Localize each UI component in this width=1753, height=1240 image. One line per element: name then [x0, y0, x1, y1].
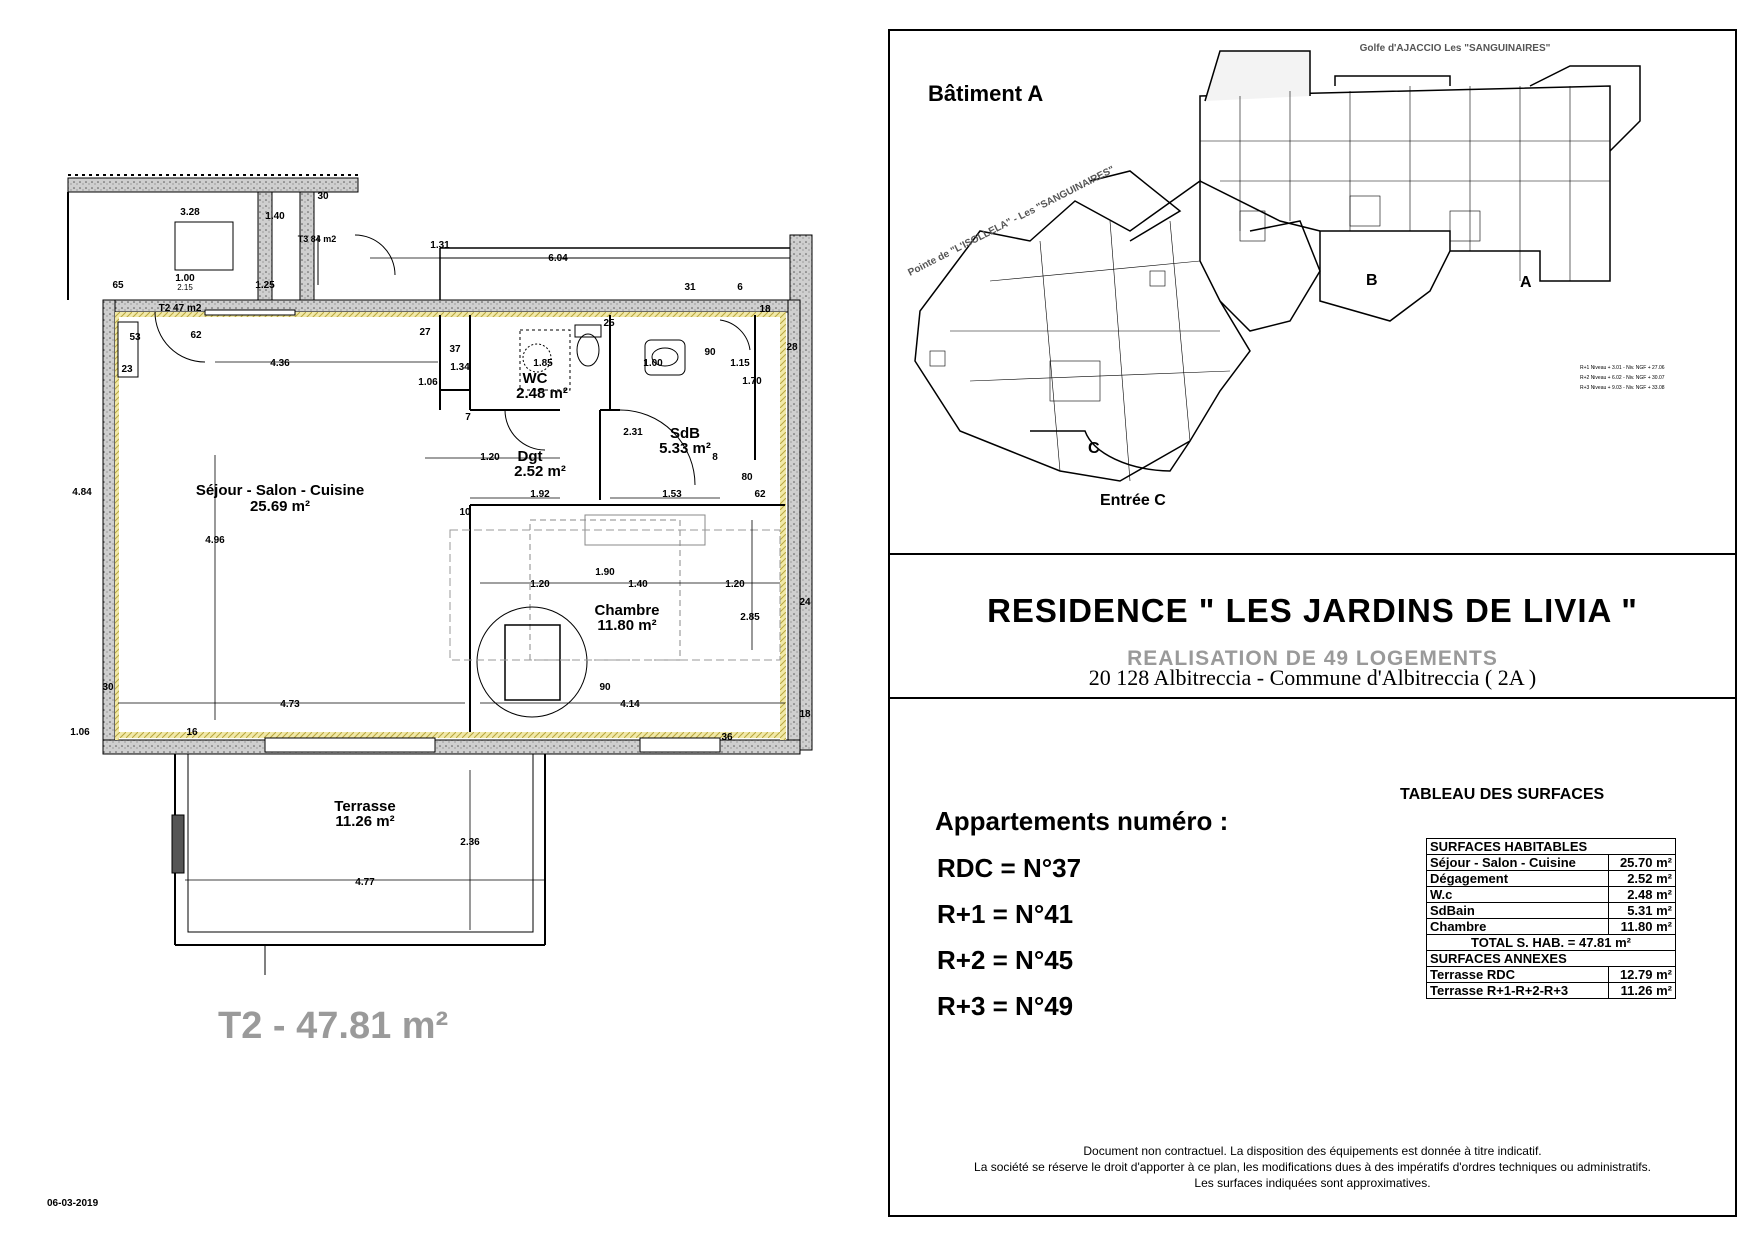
table-row: [1427, 967, 1676, 983]
dimension-label: 1.53: [662, 489, 682, 500]
dimension-label: 10: [459, 507, 471, 518]
dimension-label: 1.15: [730, 358, 750, 369]
dimension-label: 37: [449, 344, 461, 355]
dimension-label: T2 47 m2: [158, 303, 202, 314]
row-value: 2.48 m²: [1609, 887, 1676, 903]
block-letter: A: [1520, 274, 1532, 291]
dimension-label: 53: [129, 332, 141, 343]
panel-divider: [888, 697, 1737, 699]
dimension-label: 62: [754, 489, 766, 500]
dimension-label: 31: [684, 282, 696, 293]
site-plan: [890, 31, 1735, 551]
dimension-label: 18: [759, 304, 771, 315]
dimension-label: 24: [799, 597, 811, 608]
dimension-label: 25: [603, 318, 615, 329]
room-name: Chambre: [594, 602, 660, 619]
dimension-label: 30: [102, 682, 114, 693]
apartment-line: R+2 = N°45: [937, 945, 1074, 975]
dimension-label: 4.14: [620, 699, 640, 710]
dimension-label: 4.96: [205, 535, 225, 546]
room-name: Dgt: [517, 448, 543, 465]
dimension-label: 23: [121, 364, 133, 375]
surfaces-table: [1426, 838, 1676, 999]
residence-title: RESIDENCE " LES JARDINS DE LIVIA ": [987, 592, 1638, 629]
dimension-label: 1.00: [643, 358, 663, 369]
dimension-label: 65: [112, 280, 124, 291]
point-label: Pointe de "L'ISOLLELA" - Les "SANGUINAIRES": [906, 164, 1117, 279]
block-letter: C: [1088, 440, 1100, 457]
dimension-label: 7: [465, 412, 471, 423]
dimension-label: 1.90: [595, 567, 615, 578]
dimension-label: 80: [741, 472, 753, 483]
row-label: Séjour - Salon - Cuisine: [1427, 855, 1609, 871]
dimension-label: 28: [786, 342, 798, 353]
room-name: Terrasse: [334, 798, 396, 815]
building-title: Bâtiment A: [928, 81, 1044, 106]
level-label: R+1 Niveau + 3.01 - Niv. NGF + 27.06: [1580, 365, 1665, 371]
dimension-label: 2.85: [740, 612, 760, 623]
dimension-label: 8: [712, 452, 718, 463]
room-area: 11.26 m²: [335, 813, 395, 830]
dimension-label: 90: [599, 682, 611, 693]
row-value: 11.80 m²: [1609, 919, 1676, 935]
row-label: SdBain: [1427, 903, 1609, 919]
room-area: 5.33 m²: [659, 440, 711, 457]
gulf-label: Golfe d'AJACCIO Les "SANGUINAIRES": [1359, 43, 1551, 54]
table-row: [1427, 871, 1676, 887]
dimension-label: 1.00: [175, 273, 195, 284]
dimension-label: 90: [704, 347, 716, 358]
dimension-label: 4.36: [270, 358, 290, 369]
table-row: [1427, 983, 1676, 999]
dimension-label: 4.77: [355, 877, 375, 888]
dimension-label: 16: [186, 727, 198, 738]
disclaimer-line: Document non contractuel. La disposition des équipements est donnée à titre indicatif.: [1083, 1144, 1542, 1158]
row-value: 5.31 m²: [1609, 903, 1676, 919]
room-name: WC: [522, 370, 548, 387]
table-row: [1427, 919, 1676, 935]
row-value: 25.70 m²: [1609, 855, 1676, 871]
dimension-label: 1.70: [742, 376, 762, 387]
annex-header: SURFACES ANNEXES: [1427, 951, 1676, 967]
dimension-label: 1.20: [480, 452, 500, 463]
dimension-label: T3 84 m2: [297, 234, 337, 244]
disclaimer-line: La société se réserve le droit d'apporter à ce plan, les modifications dues à des impératifs d'ordres techniques ou administratifs.: [974, 1160, 1651, 1174]
apartment-line: R+1 = N°41: [937, 899, 1074, 929]
dimension-label: 1.06: [418, 377, 438, 388]
table-row: [1427, 855, 1676, 871]
dimension-label: 27: [419, 327, 431, 338]
residence-subtitle: REALISATION DE 49 LOGEMENTS: [1127, 647, 1498, 670]
row-label: Chambre: [1427, 919, 1609, 935]
dimension-label: 2.31: [623, 427, 643, 438]
room-area: 11.80 m²: [597, 617, 657, 634]
row-value: 12.79 m²: [1609, 967, 1676, 983]
panel-divider: [888, 553, 1737, 555]
interior-partitions: [155, 312, 785, 732]
row-label: Terrasse RDC: [1427, 967, 1609, 983]
terrace: [172, 754, 545, 975]
plan-date: 06-03-2019: [47, 1198, 99, 1209]
dimension-label: 36: [721, 732, 733, 743]
row-label: Dégagement: [1427, 871, 1609, 887]
dimension-label: 1.40: [628, 579, 648, 590]
neighbour-walls: [68, 175, 812, 750]
dimension-label: 1.20: [530, 579, 550, 590]
room-area: 25.69 m²: [249, 498, 311, 515]
table-row: [1427, 887, 1676, 903]
dimension-label: 4.73: [280, 699, 300, 710]
row-label: W.c: [1427, 887, 1609, 903]
apartment-line: R+3 = N°49: [937, 991, 1074, 1021]
room-name: Séjour - Salon - Cuisine: [195, 482, 365, 499]
habitable-header: SURFACES HABITABLES: [1427, 839, 1676, 855]
row-label: Terrasse R+1-R+2-R+3: [1427, 983, 1609, 999]
dimension-label: 2.36: [460, 837, 480, 848]
dimension-label: 30: [317, 191, 329, 202]
room-area: 2.52 m²: [514, 463, 566, 480]
dimension-label: 62: [190, 330, 202, 341]
room-name: SdB: [670, 425, 700, 442]
level-label: R+2 Niveau + 6.02 - Niv. NGF + 30.07: [1580, 375, 1665, 381]
total-habitable: TOTAL S. HAB. = 47.81 m²: [1427, 935, 1676, 951]
block-letter: B: [1366, 272, 1378, 289]
apartment-area-caption: T2 - 47.81 m²: [218, 1005, 449, 1047]
disclaimer: [888, 1143, 1737, 1191]
dimension-label: 6: [737, 282, 743, 293]
residence-address: 20 128 Albitreccia - Commune d'Albitreccia ( 2A ): [1088, 665, 1537, 690]
entrance-label: Entrée C: [1100, 492, 1166, 509]
dimension-label: 1.40: [265, 211, 285, 222]
dimension-label: 1.34: [450, 362, 470, 373]
dimension-label: 4.84: [72, 487, 92, 498]
dimension-label: 2.15: [177, 283, 193, 292]
table-row: [1427, 903, 1676, 919]
dimension-label: 18: [799, 709, 811, 720]
room-area: 2.48 m²: [516, 385, 568, 402]
surfaces-table-title: TABLEAU DES SURFACES: [1400, 786, 1605, 803]
dimension-label: 3.28: [180, 207, 200, 218]
row-value: 2.52 m²: [1609, 871, 1676, 887]
dimension-label: 1.20: [725, 579, 745, 590]
dimension-label: 1.25: [255, 280, 275, 291]
row-value: 11.26 m²: [1609, 983, 1676, 999]
apartment-line: RDC = N°37: [937, 853, 1082, 883]
apartments-heading: Appartements numéro :: [935, 806, 1229, 836]
dimension-label: 1.85: [533, 358, 553, 369]
dimension-label: 1.92: [530, 489, 550, 500]
level-label: R+3 Niveau + 9.03 - Niv. NGF + 33.08: [1580, 385, 1665, 391]
disclaimer-line: Les surfaces indiquées sont approximatives.: [1194, 1176, 1431, 1190]
dimension-label: 1.31: [430, 240, 450, 251]
dimension-label: 6.04: [548, 253, 568, 264]
dimension-label: 1.06: [70, 727, 90, 738]
